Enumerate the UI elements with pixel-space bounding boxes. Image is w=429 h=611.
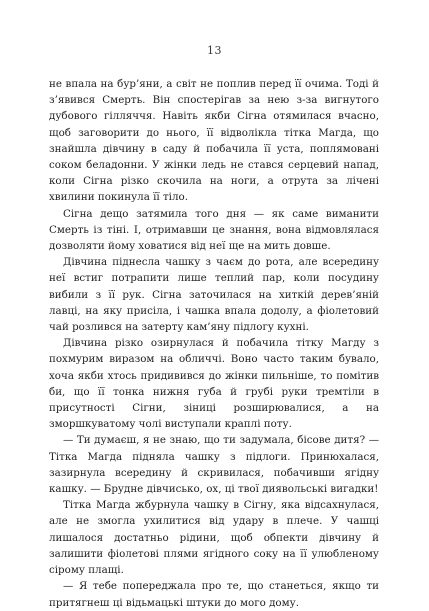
paragraph-2: Сігна дещо затямила того дня — як саме виманити Смерть із тіні. І, отримавши це знання, вона відмовлялася дозволяти йому ховатися від неї ще на мить довше. <box>49 207 379 253</box>
page-number: 13 <box>207 44 222 57</box>
paragraph-5: — Ти думаєш, я не знаю, що ти задумала, бісове дитя? — Тітка Магда підняла чашку з підлоги. Принюхалася, зазирнула всередину й скривилася, побачивши ягідну кашку. — Брудне дівчисько, ох, ці твої диявольські вигадки! <box>49 434 379 496</box>
paragraph-4: Дівчина різко озирнулася й побачила тітку Магду з похмурим виразом на обличчі. Воно часто таким бувало, хоча якби хтось придивився до жінки пильніше, то помітив би, що її тонка нижня губа й грубі руки тремтіли в присутності Сігни, зіниці розширювалися, а на зморшкуватому чолі виступали краплі поту. <box>49 337 379 431</box>
body-text <box>49 76 379 611</box>
paragraph-6: Тітка Магда жбурнула чашку в Сігну, яка відсахнулася, але не змогла ухилитися від удару в плече. У чашці лишалося достатньо рідини, щоб обпекти дівчину й залишити фіолетові плями ягідного соку на її улюбленому сірому плащі. <box>49 499 379 577</box>
paragraph-3: Дівчина піднесла чашку з чаєм до рота, але всередину неї встиг потрапити лише теплий пар, коли посудину вибили з її рук. Сігна заточилася на хиткій дерев’яній лавці, на яку присіла, і чашка впала додолу, а фіолетовий чай розлився на затерту кам’яну підлогу кухні. <box>49 256 379 334</box>
paragraph-1: не впала на бур’яни, а світ не поплив перед її очима. Тоді й з’явився Смерть. Він спостерігав за нею з-за вигнутого дубового гілляччя. Навіть якби Сігна отямилася вчасно, щоб заговорити до нього, її відволікла тітка Магда, що знайшла дівчину в саду й побачила її уста, поплямовані соком беладонни. У жінки ледь не стався серцевий напад, коли Сігна різко скочила на ноги, а отрута за лічені хвилини покинула її тіло. <box>49 78 379 204</box>
paragraph-7: — Я тебе попереджала про те, що станеться, якщо ти притягнеш ці відьмацькі штуки до мого дому. <box>49 580 379 609</box>
